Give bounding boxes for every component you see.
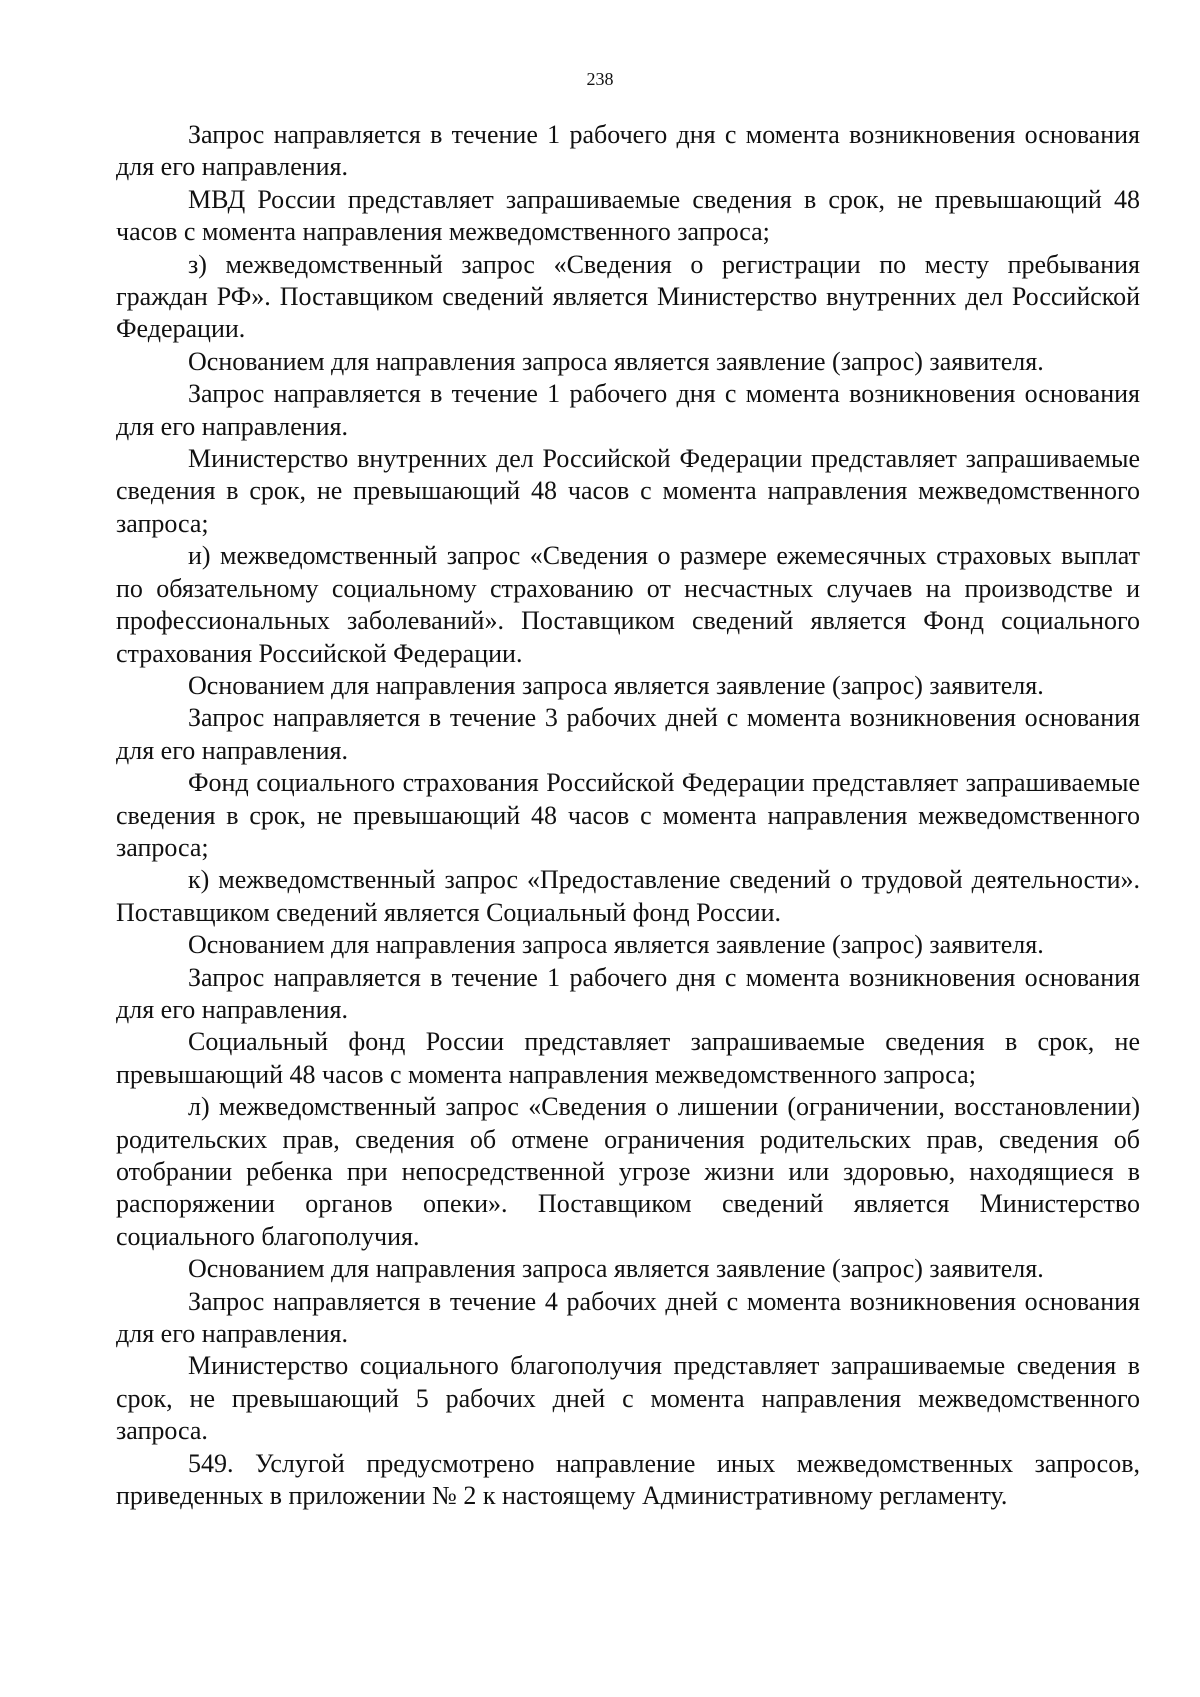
paragraph-5: Запрос направляется в течение 1 рабочего дня с момента возникновения основания для его направления. bbox=[116, 379, 1140, 441]
document-body bbox=[116, 119, 1140, 1512]
paragraph-19: 549. Услугой предусмотрено направление иных межведомственных запросов, приведенных в приложении № 2 к настоящему Административному регламенту. bbox=[116, 1448, 1140, 1511]
paragraph-10: Фонд социального страхования Российской Федерации представляет запрашиваемые сведения в срок, не превышающий 48 часов с момента направления межведомственного запроса; bbox=[116, 768, 1140, 862]
paragraph-9: Запрос направляется в течение 3 рабочих дней с момента возникновения основания для его направления. bbox=[116, 703, 1140, 765]
paragraph-3: з) межведомственный запрос «Сведения о регистрации по месту пребывания граждан РФ». Поставщиком сведений является Министерство внутренних дел Российской Федерации. bbox=[116, 249, 1140, 344]
paragraph-15: л) межведомственный запрос «Сведения о лишении (ограничении, восстановлении) родительских прав, сведения об отмене ограничения родительских прав, сведения об отобрании ребенка при непосредственной угрозе жизни или здоровью, находящиеся в распоряжении органов опеки». Поставщиком сведений является Министерство социального благополучия. bbox=[116, 1092, 1140, 1251]
paragraph-7: и) межведомственный запрос «Сведения о размере ежемесячных страховых выплат по обязательному социальному страхованию от несчастных случаев на производстве и профессиональных заболеваний». Поставщиком сведений является Фонд социального страхования Российской Федерации. bbox=[116, 541, 1140, 668]
paragraph-12: Основанием для направления запроса является заявление (запрос) заявителя. bbox=[188, 930, 1044, 960]
paragraph-8: Основанием для направления запроса является заявление (запрос) заявителя. bbox=[188, 670, 1044, 700]
paragraph-4: Основанием для направления запроса является заявление (запрос) заявителя. bbox=[188, 346, 1044, 376]
paragraph-16: Основанием для направления запроса является заявление (запрос) заявителя. bbox=[188, 1254, 1044, 1284]
paragraph-18: Министерство социального благополучия представляет запрашиваемые сведения в срок, не превышающий 5 рабочих дней с момента направления межведомственного запроса. bbox=[116, 1351, 1140, 1446]
paragraph-6: Министерство внутренних дел Российской Федерации представляет запрашиваемые сведения в срок, не превышающий 48 часов с момента направления межведомственного запроса; bbox=[116, 444, 1140, 538]
page-number: 238 bbox=[586, 69, 614, 89]
paragraph-11: к) межведомственный запрос «Предоставление сведений о трудовой деятельности». Поставщиком сведений является Социальный фонд России. bbox=[116, 865, 1140, 927]
paragraph-14: Социальный фонд России представляет запрашиваемые сведения в срок, не превышающий 48 часов с момента направления межведомственного запроса; bbox=[116, 1027, 1140, 1089]
paragraph-17: Запрос направляется в течение 4 рабочих дней с момента возникновения основания для его направления. bbox=[116, 1286, 1140, 1349]
paragraph-1: Запрос направляется в течение 1 рабочего дня с момента возникновения основания для его направления. bbox=[116, 120, 1140, 182]
paragraph-2: МВД России представляет запрашиваемые сведения в срок, не превышающий 48 часов с момента направления межведомственного запроса; bbox=[116, 184, 1140, 247]
paragraph-13: Запрос направляется в течение 1 рабочего дня с момента возникновения основания для его направления. bbox=[116, 962, 1140, 1024]
